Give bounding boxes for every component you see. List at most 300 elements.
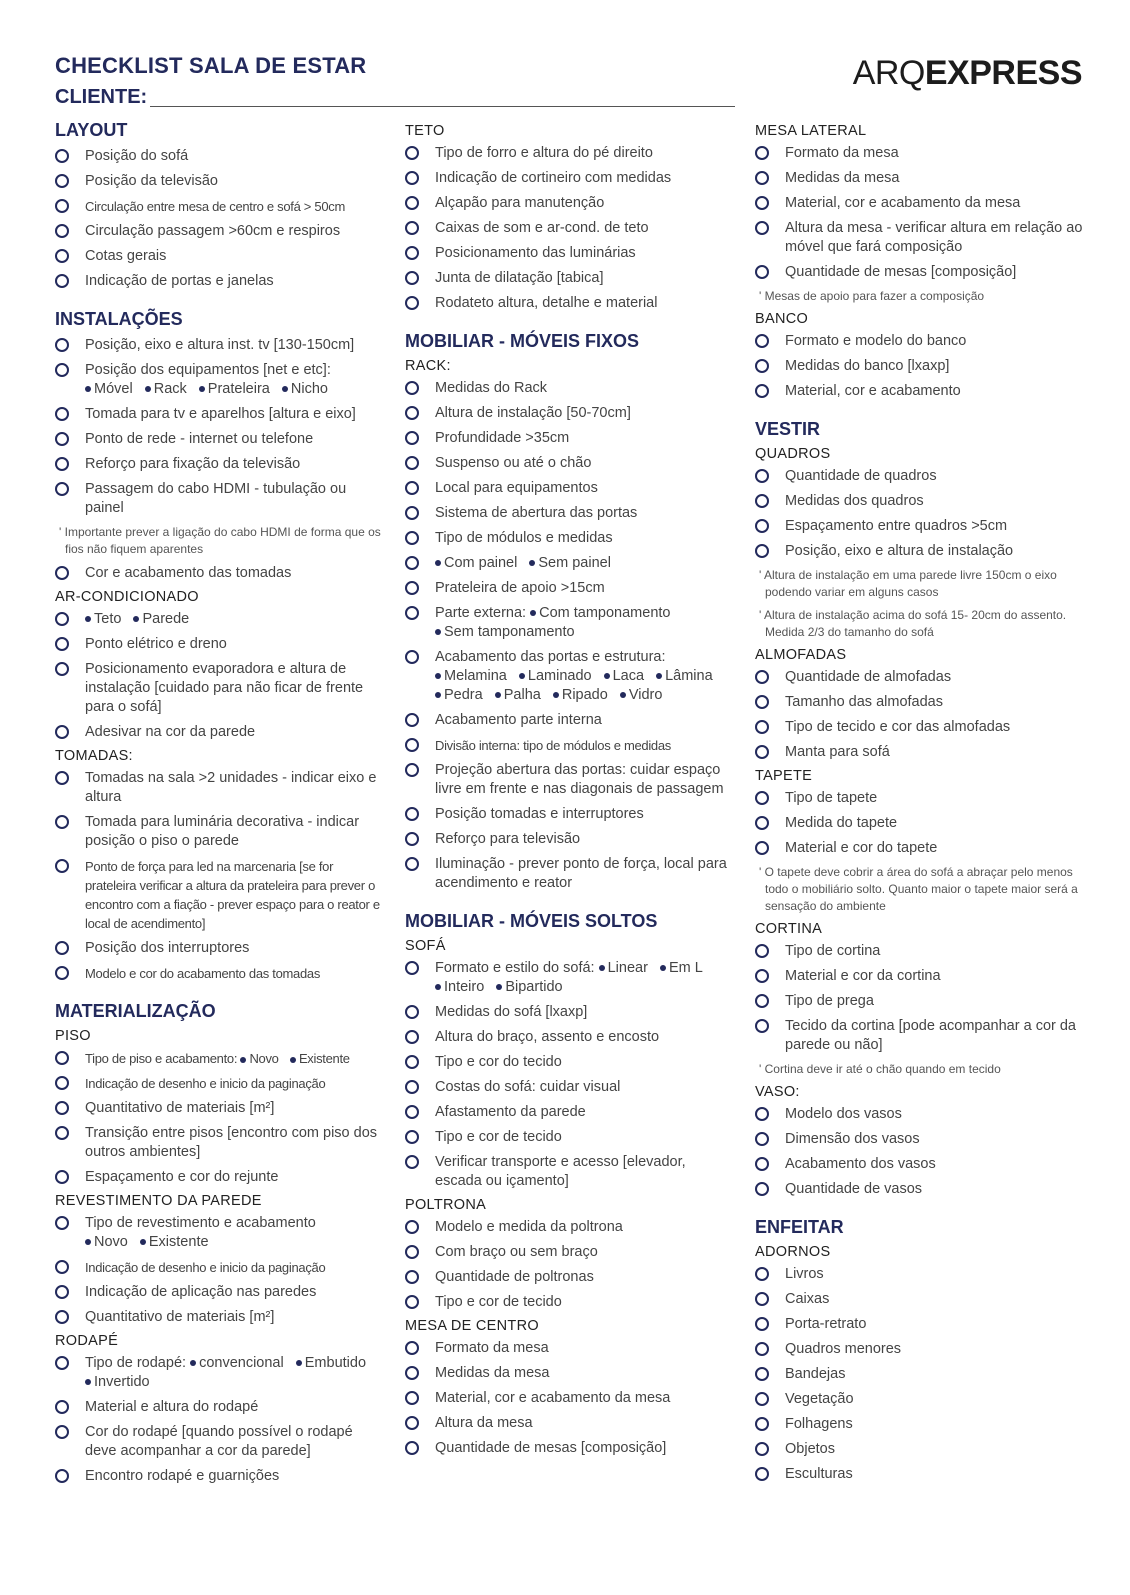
checklist-item[interactable] [55, 172, 385, 191]
checkbox-circle-icon[interactable] [55, 363, 69, 377]
checklist-item[interactable] [55, 147, 385, 166]
checklist-item-label: Com braço ou sem braço [435, 1244, 598, 1260]
checklist-item[interactable] [755, 1340, 1085, 1359]
checklist-item[interactable] [405, 959, 735, 997]
checkbox-circle-icon[interactable] [55, 1425, 69, 1439]
checklist-item[interactable] [755, 668, 1085, 687]
checkbox-circle-icon[interactable] [55, 482, 69, 496]
checkbox-circle-icon[interactable] [755, 1342, 769, 1356]
checkbox-circle-icon[interactable] [55, 1170, 69, 1184]
checkbox-circle-icon[interactable] [405, 857, 419, 871]
checklist-item-label: Altura de instalação [50-70cm] [435, 405, 631, 421]
option-item[interactable] [660, 960, 703, 976]
checklist-item[interactable] [55, 222, 385, 241]
checklist-item-label: Livros [785, 1266, 824, 1282]
checklist-item[interactable] [405, 1053, 735, 1072]
checklist-item[interactable] [405, 1153, 735, 1191]
checklist-item[interactable] [55, 455, 385, 474]
checkbox-circle-icon[interactable] [755, 171, 769, 185]
option-item[interactable] [519, 668, 592, 684]
checkbox-circle-icon[interactable] [55, 457, 69, 471]
checkbox-circle-icon[interactable] [405, 807, 419, 821]
option-label: Com painel [444, 555, 518, 571]
option-item[interactable] [240, 1051, 278, 1066]
checklist-item[interactable] [755, 517, 1085, 536]
checkbox-circle-icon[interactable] [755, 1107, 769, 1121]
checklist-item[interactable] [755, 1130, 1085, 1149]
checkbox-circle-icon[interactable] [755, 816, 769, 830]
checkbox-circle-icon[interactable] [405, 832, 419, 846]
checkbox-circle-icon[interactable] [405, 381, 419, 395]
checklist-item[interactable] [55, 857, 385, 933]
checkbox-circle-icon[interactable] [55, 941, 69, 955]
checklist-item[interactable] [755, 144, 1085, 163]
checkbox-circle-icon[interactable] [55, 249, 69, 263]
checklist-item-label: Tipo de revestimento e acabamento [85, 1215, 316, 1231]
checklist-item[interactable] [755, 992, 1085, 1011]
checkbox-circle-icon[interactable] [755, 695, 769, 709]
option-item[interactable] [85, 611, 121, 627]
option-label: Com tamponamento [539, 605, 671, 621]
checkbox-circle-icon[interactable] [55, 771, 69, 785]
option-item[interactable] [190, 1355, 284, 1371]
checklist-item[interactable] [405, 1003, 735, 1022]
checklist-item[interactable] [405, 194, 735, 213]
checkbox-circle-icon[interactable] [55, 662, 69, 676]
option-item[interactable] [435, 668, 507, 684]
checklist-item[interactable] [405, 429, 735, 448]
checklist-item[interactable] [755, 942, 1085, 961]
checklist-item[interactable] [55, 1354, 385, 1392]
checkbox-circle-icon[interactable] [55, 224, 69, 238]
checklist-item[interactable] [405, 1218, 735, 1237]
checklist-item-label: Altura da mesa - verificar altura em relação ao móvel que fará composição [785, 220, 1083, 255]
checkbox-circle-icon[interactable] [405, 1295, 419, 1309]
checklist-item[interactable] [755, 1155, 1085, 1174]
checklist-item[interactable] [55, 769, 385, 807]
checklist-item-label: Ponto de rede - internet ou telefone [85, 431, 314, 447]
checkbox-circle-icon[interactable] [405, 738, 419, 752]
checklist-item-label: Tomadas na sala >2 unidades - indicar eixo e altura [85, 770, 377, 805]
checklist-item[interactable] [755, 1265, 1085, 1284]
checkbox-circle-icon[interactable] [405, 1130, 419, 1144]
checklist-item-label: Material, cor e acabamento da mesa [435, 1390, 671, 1406]
checkbox-circle-icon[interactable] [405, 763, 419, 777]
checklist-item[interactable] [55, 272, 385, 291]
checklist-item[interactable] [755, 263, 1085, 282]
checkbox-circle-icon[interactable] [55, 725, 69, 739]
checklist-item[interactable] [405, 1339, 735, 1358]
checklist-item[interactable] [405, 830, 735, 849]
checklist-item[interactable] [55, 1398, 385, 1417]
bullet-dot-icon [519, 673, 525, 679]
checklist-item-label: Material e cor do tapete [785, 840, 938, 856]
checkbox-circle-icon[interactable] [55, 199, 69, 213]
checkbox-circle-icon[interactable] [55, 637, 69, 651]
checklist-item[interactable] [405, 736, 735, 755]
checklist-item[interactable] [55, 1283, 385, 1302]
option-item[interactable] [199, 381, 270, 397]
checkbox-circle-icon[interactable] [55, 1126, 69, 1140]
checkbox-circle-icon[interactable] [55, 1469, 69, 1483]
option-item[interactable] [656, 668, 713, 684]
checkbox-circle-icon[interactable] [755, 1392, 769, 1406]
option-item[interactable] [296, 1355, 366, 1371]
checklist-item[interactable] [755, 169, 1085, 188]
checkbox-circle-icon[interactable] [755, 969, 769, 983]
checklist-item[interactable] [755, 839, 1085, 858]
checklist-item[interactable] [55, 564, 385, 583]
checkbox-circle-icon[interactable] [405, 296, 419, 310]
checkbox-circle-icon[interactable] [405, 506, 419, 520]
option-item[interactable] [282, 381, 328, 397]
checklist-item[interactable] [405, 648, 735, 705]
checklist-item[interactable] [55, 197, 385, 216]
checklist-item[interactable] [55, 361, 385, 399]
option-item[interactable] [530, 605, 670, 621]
checkbox-circle-icon[interactable] [755, 670, 769, 684]
checklist-item[interactable] [405, 529, 735, 548]
footnote: ' Altura de instalação em uma parede livre 150cm o eixo podendo variar em alguns casos [755, 567, 1085, 601]
checklist-item[interactable] [405, 711, 735, 730]
checkbox-circle-icon[interactable] [755, 469, 769, 483]
option-label: Em L [668, 960, 703, 976]
option-item[interactable] [496, 979, 562, 995]
checklist-item-label: Cor e acabamento das tomadas [85, 565, 292, 581]
checklist-item-label: Quantidade de mesas [composição] [435, 1440, 667, 1456]
option-item[interactable] [435, 687, 483, 703]
checkbox-circle-icon[interactable] [55, 1216, 69, 1230]
checkbox-circle-icon[interactable] [55, 274, 69, 288]
checklist-item[interactable] [55, 1258, 385, 1277]
option-item[interactable] [599, 960, 648, 976]
checkbox-circle-icon[interactable] [405, 1055, 419, 1069]
checkbox-circle-icon[interactable] [405, 246, 419, 260]
checkbox-circle-icon[interactable] [755, 1267, 769, 1281]
checkbox-circle-icon[interactable] [405, 1030, 419, 1044]
checkbox-circle-icon[interactable] [55, 174, 69, 188]
checkbox-circle-icon[interactable] [55, 1260, 69, 1274]
option-item[interactable] [145, 381, 187, 397]
checkbox-circle-icon[interactable] [55, 432, 69, 446]
checklist-item[interactable] [405, 1293, 735, 1312]
checklist-item[interactable] [755, 789, 1085, 808]
checkbox-circle-icon[interactable] [405, 1005, 419, 1019]
checklist-item[interactable] [405, 1128, 735, 1147]
checkbox-circle-icon[interactable] [405, 221, 419, 235]
checklist-item[interactable] [55, 1074, 385, 1093]
checkbox-circle-icon[interactable] [405, 961, 419, 975]
checkbox-circle-icon[interactable] [755, 146, 769, 160]
checklist-item[interactable] [405, 1028, 735, 1047]
checkbox-circle-icon[interactable] [55, 407, 69, 421]
option-label: Melamina [444, 668, 507, 684]
checkbox-circle-icon[interactable] [755, 544, 769, 558]
checklist-item[interactable] [405, 454, 735, 473]
checklist-item[interactable] [55, 1214, 385, 1252]
checklist-item[interactable] [755, 814, 1085, 833]
subsection-heading: TOMADAS: [55, 748, 133, 764]
checkbox-circle-icon[interactable] [755, 1367, 769, 1381]
checklist-item-label: Ponto elétrico e dreno [85, 636, 227, 652]
checkbox-circle-icon[interactable] [755, 745, 769, 759]
option-item[interactable] [85, 1234, 128, 1250]
checklist-item[interactable] [755, 542, 1085, 561]
checkbox-circle-icon[interactable] [55, 1285, 69, 1299]
checkbox-circle-icon[interactable] [755, 1157, 769, 1171]
checkbox-circle-icon[interactable] [755, 944, 769, 958]
checklist-item[interactable] [755, 1365, 1085, 1384]
checklist-item[interactable] [755, 1105, 1085, 1124]
checklist-item[interactable] [55, 723, 385, 742]
option-item[interactable] [553, 687, 608, 703]
option-item[interactable] [133, 611, 189, 627]
checklist-item[interactable] [405, 144, 735, 163]
checklist-item[interactable] [55, 405, 385, 424]
checkbox-circle-icon[interactable] [405, 1080, 419, 1094]
checklist-item[interactable] [55, 1467, 385, 1486]
checklist-item[interactable] [405, 1103, 735, 1122]
checkbox-circle-icon[interactable] [405, 1105, 419, 1119]
checklist-item[interactable] [55, 964, 385, 983]
checkbox-circle-icon[interactable] [405, 456, 419, 470]
footnote: ' O tapete deve cobrir a área do sofá a abraçar pelo menos todo o mobiliário solto. Quanto maior o tapete maior será a sensação do ambiente [755, 864, 1085, 915]
checkbox-circle-icon[interactable] [55, 966, 69, 980]
checklist-item[interactable] [55, 939, 385, 958]
section-heading: MOBILIAR - MÓVEIS SOLTOS [405, 911, 658, 931]
checkbox-circle-icon[interactable] [405, 1391, 419, 1405]
checklist-item[interactable] [755, 693, 1085, 712]
checklist-item[interactable] [405, 1364, 735, 1383]
checkbox-circle-icon[interactable] [755, 334, 769, 348]
checklist-item-label: Altura da mesa [435, 1415, 533, 1431]
checkbox-circle-icon[interactable] [405, 171, 419, 185]
bullet-dot-icon [296, 1360, 302, 1366]
checkbox-circle-icon[interactable] [405, 1366, 419, 1380]
checklist-item[interactable] [55, 1099, 385, 1118]
checkbox-circle-icon[interactable] [55, 1076, 69, 1090]
checkbox-circle-icon[interactable] [405, 1270, 419, 1284]
checklist-item[interactable] [755, 1315, 1085, 1334]
option-item[interactable] [85, 1374, 150, 1390]
option-item[interactable] [85, 381, 133, 397]
checkbox-circle-icon[interactable] [755, 1019, 769, 1033]
checkbox-circle-icon[interactable] [405, 431, 419, 445]
checklist-item[interactable] [405, 554, 735, 573]
checklist-item[interactable] [55, 635, 385, 654]
checklist-item[interactable] [405, 604, 735, 642]
checkbox-circle-icon[interactable] [405, 1245, 419, 1259]
checkbox-circle-icon[interactable] [755, 196, 769, 210]
checkbox-circle-icon[interactable] [55, 612, 69, 626]
option-label: Teto [94, 611, 122, 627]
checkbox-circle-icon[interactable] [55, 1051, 69, 1065]
option-item[interactable] [290, 1051, 350, 1066]
checkbox-circle-icon[interactable] [755, 1317, 769, 1331]
bullet-dot-icon [435, 560, 441, 566]
checklist-item[interactable] [55, 480, 385, 518]
checklist-item[interactable] [405, 579, 735, 598]
checkbox-circle-icon[interactable] [755, 841, 769, 855]
checklist-item[interactable] [755, 1440, 1085, 1459]
checklist-item[interactable] [405, 244, 735, 263]
checkbox-circle-icon[interactable] [405, 1416, 419, 1430]
checklist-item-label: Tecido da cortina [pode acompanhar a cor da parede ou não] [785, 1018, 1076, 1053]
checkbox-circle-icon[interactable] [405, 556, 419, 570]
option-item[interactable] [495, 687, 541, 703]
checkbox-circle-icon[interactable] [755, 1442, 769, 1456]
checklist-item[interactable] [755, 1290, 1085, 1309]
checklist-item[interactable] [405, 1078, 735, 1097]
checkbox-circle-icon[interactable] [405, 1341, 419, 1355]
checklist-item-label: Quantidade de mesas [composição] [785, 264, 1017, 280]
checkbox-circle-icon[interactable] [405, 146, 419, 160]
checklist-item[interactable] [405, 219, 735, 238]
checklist-item[interactable] [755, 467, 1085, 486]
checkbox-circle-icon[interactable] [55, 1310, 69, 1324]
checkbox-circle-icon[interactable] [405, 1441, 419, 1455]
checklist-item[interactable] [55, 660, 385, 717]
checklist-item[interactable] [55, 336, 385, 355]
checklist-item[interactable] [755, 382, 1085, 401]
subsection-heading: CORTINA [755, 921, 823, 937]
checklist-item-label: Quantitativo de materiais [m²] [85, 1309, 275, 1325]
checklist-item[interactable] [755, 492, 1085, 511]
checkbox-circle-icon[interactable] [755, 221, 769, 235]
checklist-item[interactable] [755, 219, 1085, 257]
checkbox-circle-icon[interactable] [405, 481, 419, 495]
brand-logo-light: ARQ [852, 54, 925, 92]
checklist-item[interactable] [55, 247, 385, 266]
checkbox-circle-icon[interactable] [55, 1356, 69, 1370]
bullet-dot-icon [282, 386, 288, 392]
subsection-heading: VASO: [755, 1084, 800, 1100]
checklist-item[interactable] [405, 169, 735, 188]
checkbox-circle-icon[interactable] [755, 1132, 769, 1146]
checklist-item[interactable] [755, 718, 1085, 737]
checkbox-circle-icon[interactable] [755, 1467, 769, 1481]
checkbox-circle-icon[interactable] [405, 196, 419, 210]
checklist-item-label: Indicação de aplicação nas paredes [85, 1284, 317, 1300]
checklist-item-label: Verificar transporte e acesso [elevador, escada ou içamento] [435, 1154, 686, 1189]
checkbox-circle-icon[interactable] [405, 1220, 419, 1234]
checklist-item[interactable] [55, 1168, 385, 1187]
checkbox-circle-icon[interactable] [755, 1182, 769, 1196]
checklist-item-label: Suspenso ou até o chão [435, 455, 592, 471]
subsection-heading: TETO [405, 123, 445, 139]
checklist-item[interactable] [405, 1414, 735, 1433]
checklist-item-label: Indicação de desenho e inicio da paginação [85, 1260, 326, 1275]
option-item[interactable] [435, 624, 575, 640]
checkbox-circle-icon[interactable] [55, 815, 69, 829]
checkbox-circle-icon[interactable] [755, 384, 769, 398]
checklist-item-label: Manta para sofá [785, 744, 890, 760]
checkbox-circle-icon[interactable] [405, 606, 419, 620]
option-item[interactable] [604, 668, 644, 684]
option-item[interactable] [435, 979, 484, 995]
checklist-item[interactable] [405, 269, 735, 288]
checkbox-circle-icon[interactable] [755, 265, 769, 279]
bullet-dot-icon [529, 560, 535, 566]
checklist-item[interactable] [55, 1124, 385, 1162]
checkbox-circle-icon[interactable] [55, 859, 69, 873]
checklist-item[interactable] [755, 332, 1085, 351]
checkbox-circle-icon[interactable] [405, 713, 419, 727]
checkbox-circle-icon[interactable] [755, 494, 769, 508]
checkbox-circle-icon[interactable] [405, 1155, 419, 1169]
checkbox-circle-icon[interactable] [55, 338, 69, 352]
option-item[interactable] [620, 687, 663, 703]
checkbox-circle-icon[interactable] [55, 1400, 69, 1414]
checkbox-circle-icon[interactable] [755, 994, 769, 1008]
checkbox-circle-icon[interactable] [755, 1292, 769, 1306]
checklist-item[interactable] [405, 855, 735, 893]
checklist-item[interactable] [405, 479, 735, 498]
checklist-item[interactable] [755, 1465, 1085, 1484]
checklist-item-label: Medidas dos quadros [785, 493, 924, 509]
checklist-item[interactable] [755, 194, 1085, 213]
checklist-item[interactable] [755, 743, 1085, 762]
checklist-item[interactable] [755, 1180, 1085, 1199]
option-item[interactable] [529, 555, 611, 571]
checklist-item[interactable] [405, 1268, 735, 1287]
footnote: ' Altura de instalação acima do sofá 15- 20cm do assento. Medida 2/3 do tamanho do sofá [755, 607, 1085, 641]
checklist-item[interactable] [405, 379, 735, 398]
checklist-item[interactable] [405, 294, 735, 313]
checkbox-circle-icon[interactable] [55, 566, 69, 580]
checkbox-circle-icon[interactable] [55, 149, 69, 163]
checklist-item[interactable] [405, 504, 735, 523]
checklist-item[interactable] [405, 404, 735, 423]
checklist-item-label: Tomada para luminária decorativa - indicar posição o piso o parede [85, 814, 360, 849]
option-item[interactable] [435, 555, 517, 571]
checklist-item[interactable] [55, 1049, 385, 1068]
checkbox-circle-icon[interactable] [755, 720, 769, 734]
section-heading: VESTIR [755, 419, 821, 439]
checklist-item[interactable] [405, 1243, 735, 1262]
checklist-item[interactable] [755, 1017, 1085, 1055]
checklist-item-label: Posição, eixo e altura de instalação [785, 543, 1014, 559]
checklist-item[interactable] [55, 813, 385, 851]
checklist-item[interactable] [405, 805, 735, 824]
option-item[interactable] [140, 1234, 209, 1250]
checklist-item[interactable] [55, 610, 385, 629]
checklist-item[interactable] [755, 967, 1085, 986]
checkbox-circle-icon[interactable] [55, 1101, 69, 1115]
checklist-item[interactable] [405, 1389, 735, 1408]
checklist-item-label: Tipo de módulos e medidas [435, 530, 613, 546]
checklist-item[interactable] [405, 761, 735, 799]
checkbox-circle-icon[interactable] [405, 581, 419, 595]
checkbox-circle-icon[interactable] [755, 519, 769, 533]
checkbox-circle-icon[interactable] [755, 1417, 769, 1431]
checklist-item[interactable] [55, 1423, 385, 1461]
checkbox-circle-icon[interactable] [405, 650, 419, 664]
checklist-item[interactable] [755, 1415, 1085, 1434]
checkbox-circle-icon[interactable] [405, 271, 419, 285]
checklist-item[interactable] [55, 1308, 385, 1327]
checklist-item[interactable] [755, 357, 1085, 376]
checklist-item[interactable] [755, 1390, 1085, 1409]
checkbox-circle-icon[interactable] [755, 791, 769, 805]
checkbox-circle-icon[interactable] [405, 531, 419, 545]
option-list [85, 1233, 385, 1252]
checklist-item-label: Tipo de rodapé: [85, 1355, 187, 1371]
checkbox-circle-icon[interactable] [405, 406, 419, 420]
checkbox-circle-icon[interactable] [755, 359, 769, 373]
checklist-item[interactable] [55, 430, 385, 449]
checklist-item[interactable] [405, 1439, 735, 1458]
